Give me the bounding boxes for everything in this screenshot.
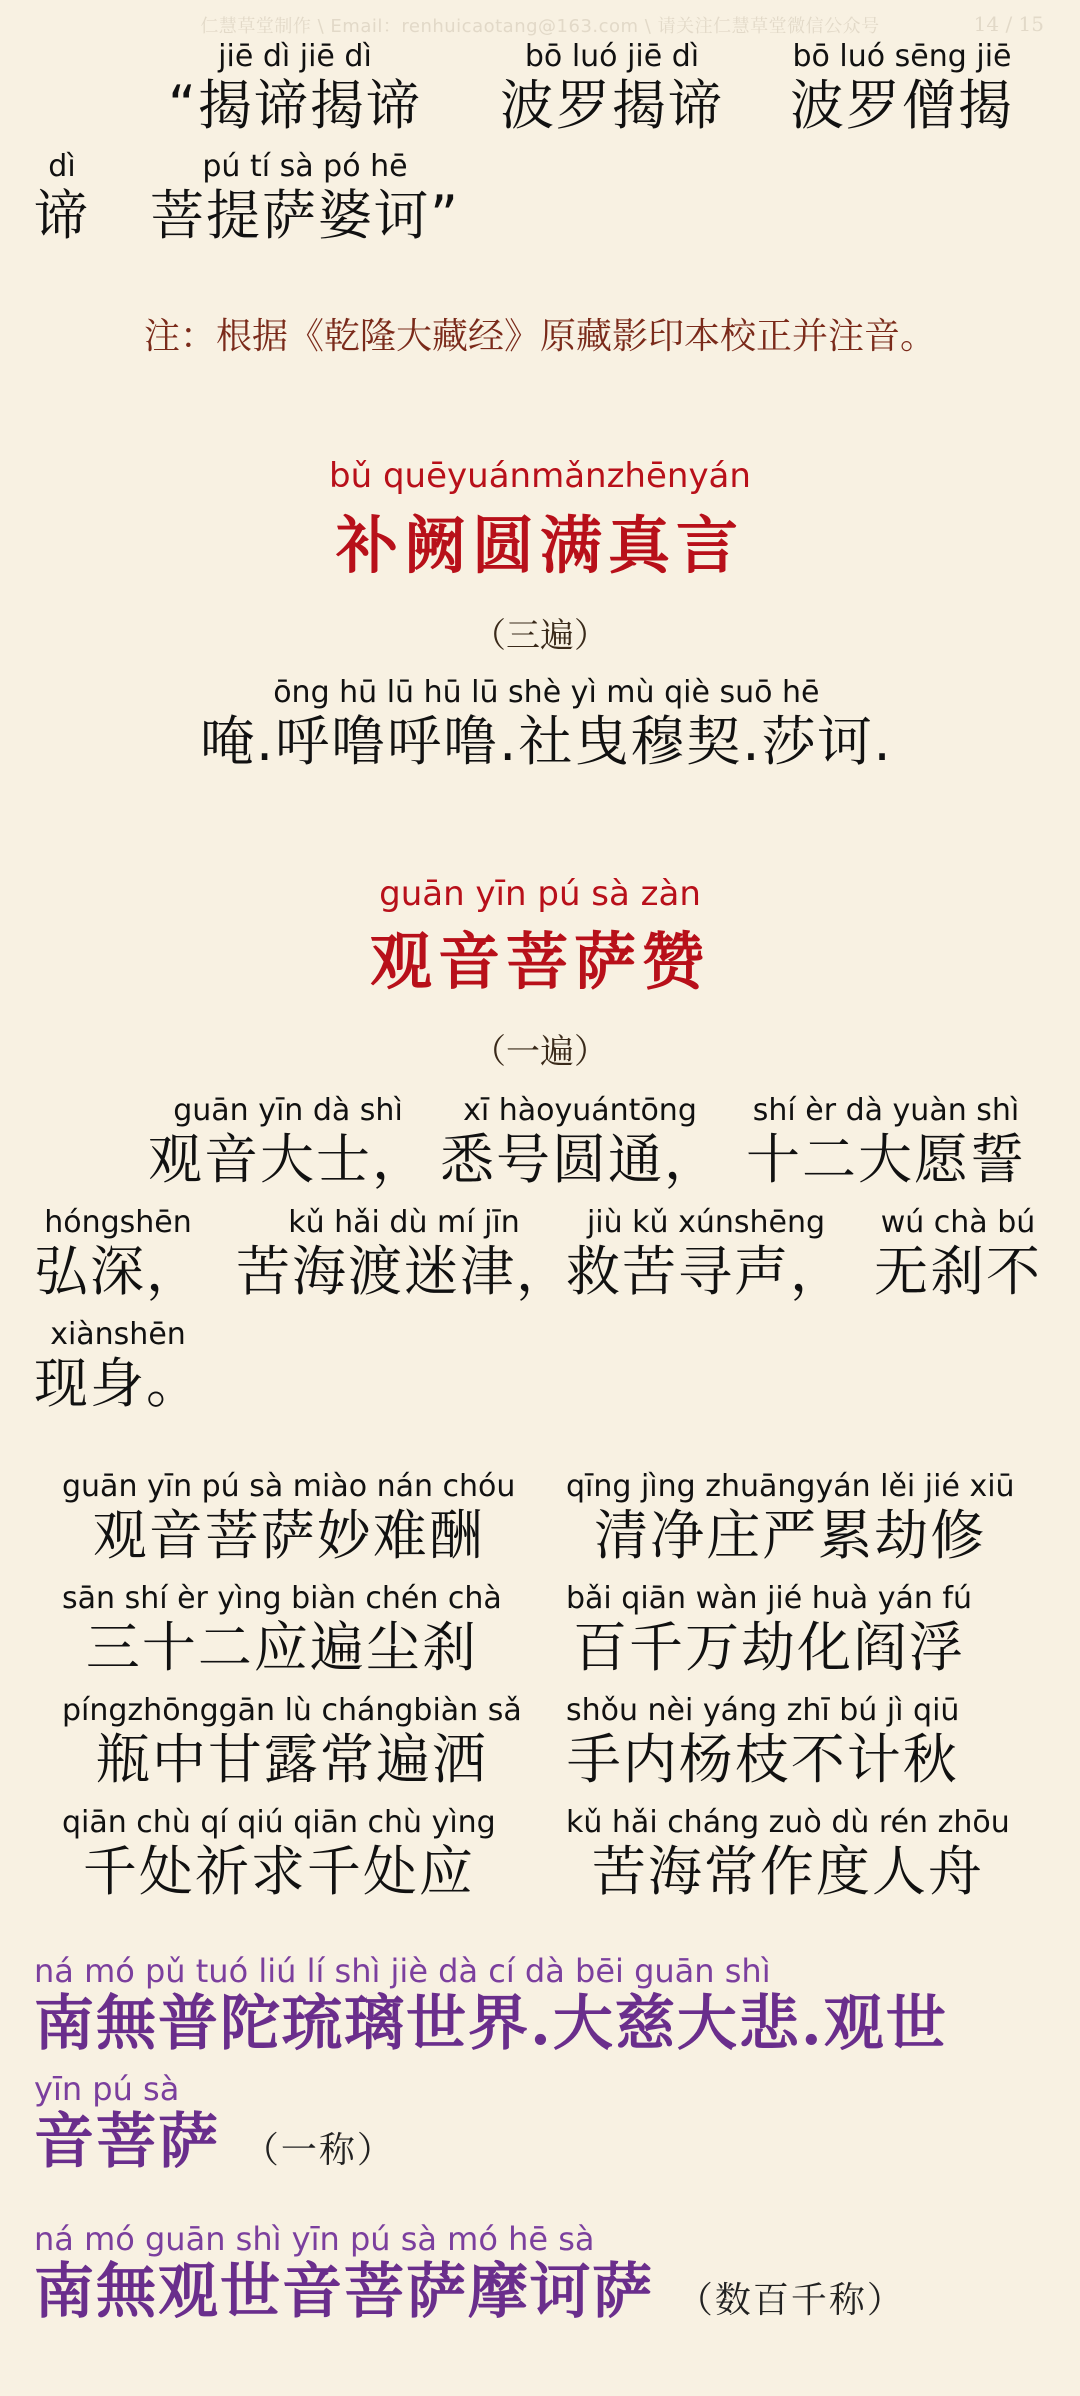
invocation-segment (34, 1954, 948, 2060)
repeat-count: （一遍） (472, 1032, 608, 1072)
hanzi: 十二大愿誓 (746, 1128, 1026, 1191)
poem-segment (62, 1582, 502, 1680)
hanzi-text: 南無观世音菩萨摩诃萨 (34, 2257, 654, 2327)
invocation-segment (34, 2222, 905, 2337)
poem-segment (62, 1470, 515, 1568)
hanzi: 波罗揭谛 (500, 74, 724, 137)
section-title: 观音菩萨赞 (369, 925, 710, 998)
hanzi: 南無普陀琉璃世界.大慈大悲.观世 (34, 1989, 948, 2059)
pinyin: pú tí sà pó hē (202, 149, 408, 184)
hanzi: 悉号圆通， (440, 1128, 720, 1191)
pinyin: wú chà bú (880, 1205, 1036, 1240)
pinyin: guān yīn pú sà miào nán chóu (62, 1469, 516, 1504)
pinyin: bō luó sēng jiē (792, 39, 1012, 74)
section-title: 补阙圆满真言 (335, 509, 744, 582)
poem-segment (566, 1582, 972, 1680)
mantra-segment (200, 676, 893, 774)
pinyin: sān shí èr yìng biàn chén chà (62, 1581, 502, 1616)
verse-segment (34, 1318, 202, 1416)
note-text: 注：根据《乾隆大藏经》原藏影印本校正并注音。 (143, 316, 936, 357)
hanzi: 波罗僧揭 (790, 74, 1014, 137)
hanzi: 弘深， (34, 1240, 202, 1303)
repeat-count: （三遍） (472, 616, 608, 656)
pinyin: ōng hū lū hū lū shè yì mù qiè suō hē (273, 675, 820, 710)
verse-segment (148, 1094, 428, 1192)
hanzi: 现身。 (34, 1352, 202, 1415)
hanzi: 苦海渡迷津， (236, 1240, 572, 1303)
pinyin: jiù kǔ xúnshēng (586, 1205, 826, 1240)
hanzi (34, 2106, 395, 2187)
invocation-segment (34, 2072, 395, 2187)
hanzi: “揭谛揭谛 (168, 74, 422, 137)
hanzi: 观音大士， (148, 1128, 428, 1191)
pinyin: ná mó guān shì yīn pú sà mó hē sà (34, 2220, 595, 2258)
poem-segment (62, 1694, 522, 1792)
pinyin: yīn pú sà (34, 2070, 180, 2108)
mantra-segment (150, 150, 460, 248)
pinyin: shǒu nèi yáng zhī bú jì qiū (566, 1693, 960, 1728)
hanzi: 唵.呼噜呼噜.社曳穆契.莎诃. (200, 710, 893, 773)
mantra-segment (34, 150, 90, 248)
verse-segment (34, 1206, 202, 1304)
section-title-pinyin: bǔ quēyuánmǎnzhēnyán (329, 456, 751, 496)
pinyin: dì (48, 149, 76, 184)
hanzi: 救苦寻声， (566, 1240, 846, 1303)
pinyin: píngzhōnggān lù chángbiàn sǎ (62, 1693, 522, 1728)
page-number: 14 / 15 (973, 12, 1044, 36)
hanzi: 谛 (34, 184, 90, 247)
hanzi (34, 2256, 905, 2337)
hanzi: 手内杨枝不计秋 (566, 1728, 959, 1791)
pinyin: xiànshēn (50, 1317, 186, 1352)
hanzi: 千处祈求千处应 (82, 1840, 475, 1903)
poem-segment (566, 1470, 1015, 1568)
repeat-count: （一称） (242, 2130, 395, 2171)
pinyin: bǎi qiān wàn jié huà yán fú (566, 1581, 972, 1616)
watermark: 仁慧草堂制作 \ Email：renhuicaotang@163.com \ 请关注仁慧草堂微信公众号 (200, 16, 880, 37)
hanzi: 苦海常作度人舟 (591, 1840, 984, 1903)
verse-segment (440, 1094, 720, 1192)
hanzi: 无刹不 (874, 1240, 1042, 1303)
mantra-segment (790, 40, 1014, 138)
hanzi: 瓶中甘露常遍洒 (95, 1728, 488, 1791)
verse-segment (566, 1206, 846, 1304)
pinyin: xī hàoyuántōng (463, 1093, 697, 1128)
pinyin: kǔ hǎi cháng zuò dù rén zhōu (566, 1805, 1010, 1840)
hanzi: 菩提萨婆诃” (150, 184, 460, 247)
verse-segment (874, 1206, 1042, 1304)
poem-segment (62, 1806, 496, 1904)
pinyin: jiē dì jiē dì (218, 39, 372, 74)
hanzi: 三十二应遍尘刹 (85, 1616, 478, 1679)
hanzi: 百千万劫化阎浮 (572, 1616, 965, 1679)
hanzi: 清净庄严累劫修 (594, 1504, 987, 1567)
hanzi: 观音菩萨妙难酬 (92, 1504, 485, 1567)
poem-segment (566, 1694, 959, 1792)
pinyin: qiān chù qí qiú qiān chù yìng (62, 1805, 496, 1840)
pinyin: qīng jìng zhuāngyán lěi jié xiū (566, 1469, 1015, 1504)
mantra-segment (168, 40, 422, 138)
pinyin: kǔ hǎi dù mí jīn (288, 1205, 520, 1240)
verse-segment (746, 1094, 1026, 1192)
mantra-segment (500, 40, 724, 138)
hanzi-text: 音菩萨 (34, 2107, 220, 2177)
verse-segment (236, 1206, 572, 1304)
pinyin: shí èr dà yuàn shì (752, 1093, 1020, 1128)
poem-segment (566, 1806, 1010, 1904)
pinyin: hóngshēn (44, 1205, 192, 1240)
pinyin: bō luó jiē dì (524, 39, 700, 74)
section-title-pinyin: guān yīn pú sà zàn (379, 874, 701, 914)
repeat-count: （数百千称） (676, 2280, 905, 2321)
pinyin: guān yīn dà shì (173, 1093, 403, 1128)
pinyin: ná mó pǔ tuó liú lí shì jiè dà cí dà bēi guān shì (34, 1952, 771, 1990)
